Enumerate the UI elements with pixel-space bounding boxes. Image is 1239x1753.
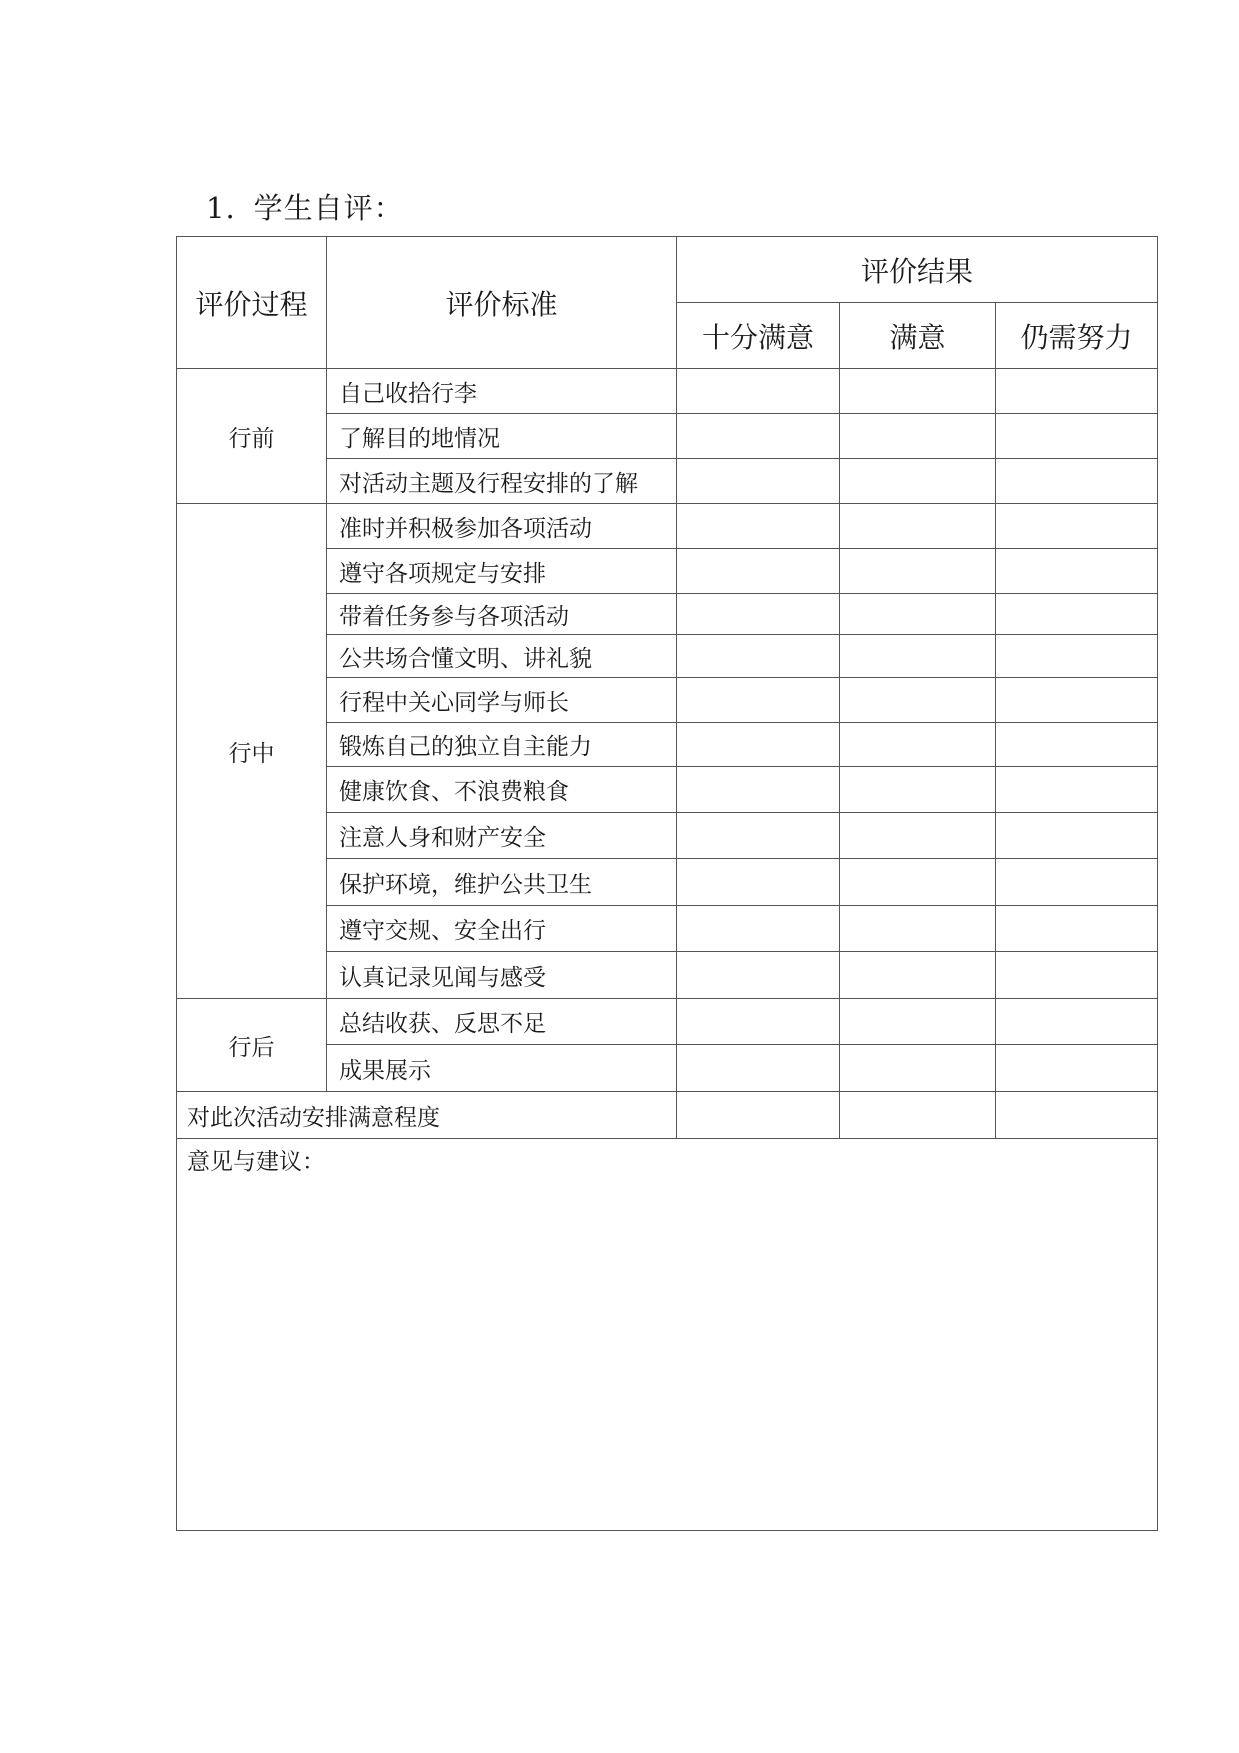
rating-satisfied-cell[interactable] xyxy=(840,767,996,813)
rating-satisfied-cell[interactable] xyxy=(840,459,996,504)
rating-satisfied-cell[interactable] xyxy=(840,813,996,859)
rating-needs-effort-cell[interactable] xyxy=(996,594,1158,635)
section-number: 1. xyxy=(206,191,236,225)
rating-satisfied-cell[interactable] xyxy=(840,859,996,906)
rating-very-satisfied-cell[interactable] xyxy=(677,723,840,767)
rating-needs-effort-cell[interactable] xyxy=(996,1045,1158,1092)
rating-satisfied-cell[interactable] xyxy=(840,952,996,999)
rating-needs-effort-cell[interactable] xyxy=(996,952,1158,999)
table-row xyxy=(177,504,1158,549)
header-needs-effort: 仍需努力 xyxy=(996,303,1158,369)
rating-very-satisfied-cell[interactable] xyxy=(677,859,840,906)
table-row xyxy=(177,999,1158,1045)
criterion: 准时并积极参加各项活动 xyxy=(327,504,677,549)
criterion: 认真记录见闻与感受 xyxy=(327,952,677,999)
rating-needs-effort-cell[interactable] xyxy=(996,906,1158,952)
rating-very-satisfied-cell[interactable] xyxy=(677,952,840,999)
header-criteria: 评价标准 xyxy=(327,237,677,369)
rating-very-satisfied-cell[interactable] xyxy=(677,813,840,859)
rating-needs-effort-cell[interactable] xyxy=(996,813,1158,859)
rating-satisfied-cell[interactable] xyxy=(840,594,996,635)
rating-very-satisfied-cell[interactable] xyxy=(677,635,840,678)
rating-very-satisfied-cell[interactable] xyxy=(677,594,840,635)
rating-satisfied-cell[interactable] xyxy=(840,635,996,678)
rating-needs-effort-cell[interactable] xyxy=(996,635,1158,678)
rating-very-satisfied-cell[interactable] xyxy=(677,459,840,504)
overall-satisfaction-label: 对此次活动安排满意程度 xyxy=(177,1092,677,1139)
criterion: 自己收拾行李 xyxy=(327,369,677,414)
criterion: 遵守各项规定与安排 xyxy=(327,549,677,594)
suggestions-field[interactable] xyxy=(177,1139,1158,1531)
rating-needs-effort-cell[interactable] xyxy=(996,414,1158,459)
rating-very-satisfied-cell[interactable] xyxy=(677,549,840,594)
rating-needs-effort-cell[interactable] xyxy=(996,767,1158,813)
criterion: 对活动主题及行程安排的了解 xyxy=(327,459,677,504)
table-row xyxy=(177,369,1158,414)
rating-satisfied-cell[interactable] xyxy=(840,678,996,723)
rating-needs-effort-cell[interactable] xyxy=(996,504,1158,549)
criterion: 遵守交规、安全出行 xyxy=(327,906,677,952)
rating-very-satisfied-cell[interactable] xyxy=(677,1045,840,1092)
rating-satisfied-cell[interactable] xyxy=(840,414,996,459)
rating-needs-effort-cell[interactable] xyxy=(996,723,1158,767)
section-title: 学生自评： xyxy=(253,191,404,225)
criterion: 成果展示 xyxy=(327,1045,677,1092)
rating-very-satisfied-cell[interactable] xyxy=(677,906,840,952)
rating-needs-effort-cell[interactable] xyxy=(996,1092,1158,1139)
section-heading xyxy=(206,186,404,227)
criterion: 注意人身和财产安全 xyxy=(327,813,677,859)
rating-very-satisfied-cell[interactable] xyxy=(677,999,840,1045)
rating-very-satisfied-cell[interactable] xyxy=(677,369,840,414)
table-row xyxy=(177,1092,1158,1139)
rating-satisfied-cell[interactable] xyxy=(840,504,996,549)
rating-needs-effort-cell[interactable] xyxy=(996,678,1158,723)
rating-satisfied-cell[interactable] xyxy=(840,999,996,1045)
self-evaluation-table xyxy=(176,236,1158,1531)
criterion: 锻炼自己的独立自主能力 xyxy=(327,723,677,767)
stage-during: 行中 xyxy=(177,504,327,999)
rating-needs-effort-cell[interactable] xyxy=(996,999,1158,1045)
rating-very-satisfied-cell[interactable] xyxy=(677,678,840,723)
header-very-satisfied: 十分满意 xyxy=(677,303,840,369)
criterion: 行程中关心同学与师长 xyxy=(327,678,677,723)
criterion: 带着任务参与各项活动 xyxy=(327,594,677,635)
criterion: 总结收获、反思不足 xyxy=(327,999,677,1045)
rating-very-satisfied-cell[interactable] xyxy=(677,504,840,549)
header-process: 评价过程 xyxy=(177,237,327,369)
rating-satisfied-cell[interactable] xyxy=(840,549,996,594)
rating-very-satisfied-cell[interactable] xyxy=(677,414,840,459)
suggestions-label: 意见与建议： xyxy=(187,1149,325,1175)
header-satisfied: 满意 xyxy=(840,303,996,369)
criterion: 保护环境，维护公共卫生 xyxy=(327,859,677,906)
rating-satisfied-cell[interactable] xyxy=(840,1045,996,1092)
stage-before: 行前 xyxy=(177,369,327,504)
header-result: 评价结果 xyxy=(677,237,1158,303)
criterion: 健康饮食、不浪费粮食 xyxy=(327,767,677,813)
rating-satisfied-cell[interactable] xyxy=(840,906,996,952)
criterion: 了解目的地情况 xyxy=(327,414,677,459)
rating-needs-effort-cell[interactable] xyxy=(996,369,1158,414)
rating-very-satisfied-cell[interactable] xyxy=(677,1092,840,1139)
criterion: 公共场合懂文明、讲礼貌 xyxy=(327,635,677,678)
rating-very-satisfied-cell[interactable] xyxy=(677,767,840,813)
stage-after: 行后 xyxy=(177,999,327,1092)
rating-needs-effort-cell[interactable] xyxy=(996,459,1158,504)
rating-satisfied-cell[interactable] xyxy=(840,369,996,414)
rating-needs-effort-cell[interactable] xyxy=(996,549,1158,594)
rating-satisfied-cell[interactable] xyxy=(840,723,996,767)
rating-satisfied-cell[interactable] xyxy=(840,1092,996,1139)
rating-needs-effort-cell[interactable] xyxy=(996,859,1158,906)
